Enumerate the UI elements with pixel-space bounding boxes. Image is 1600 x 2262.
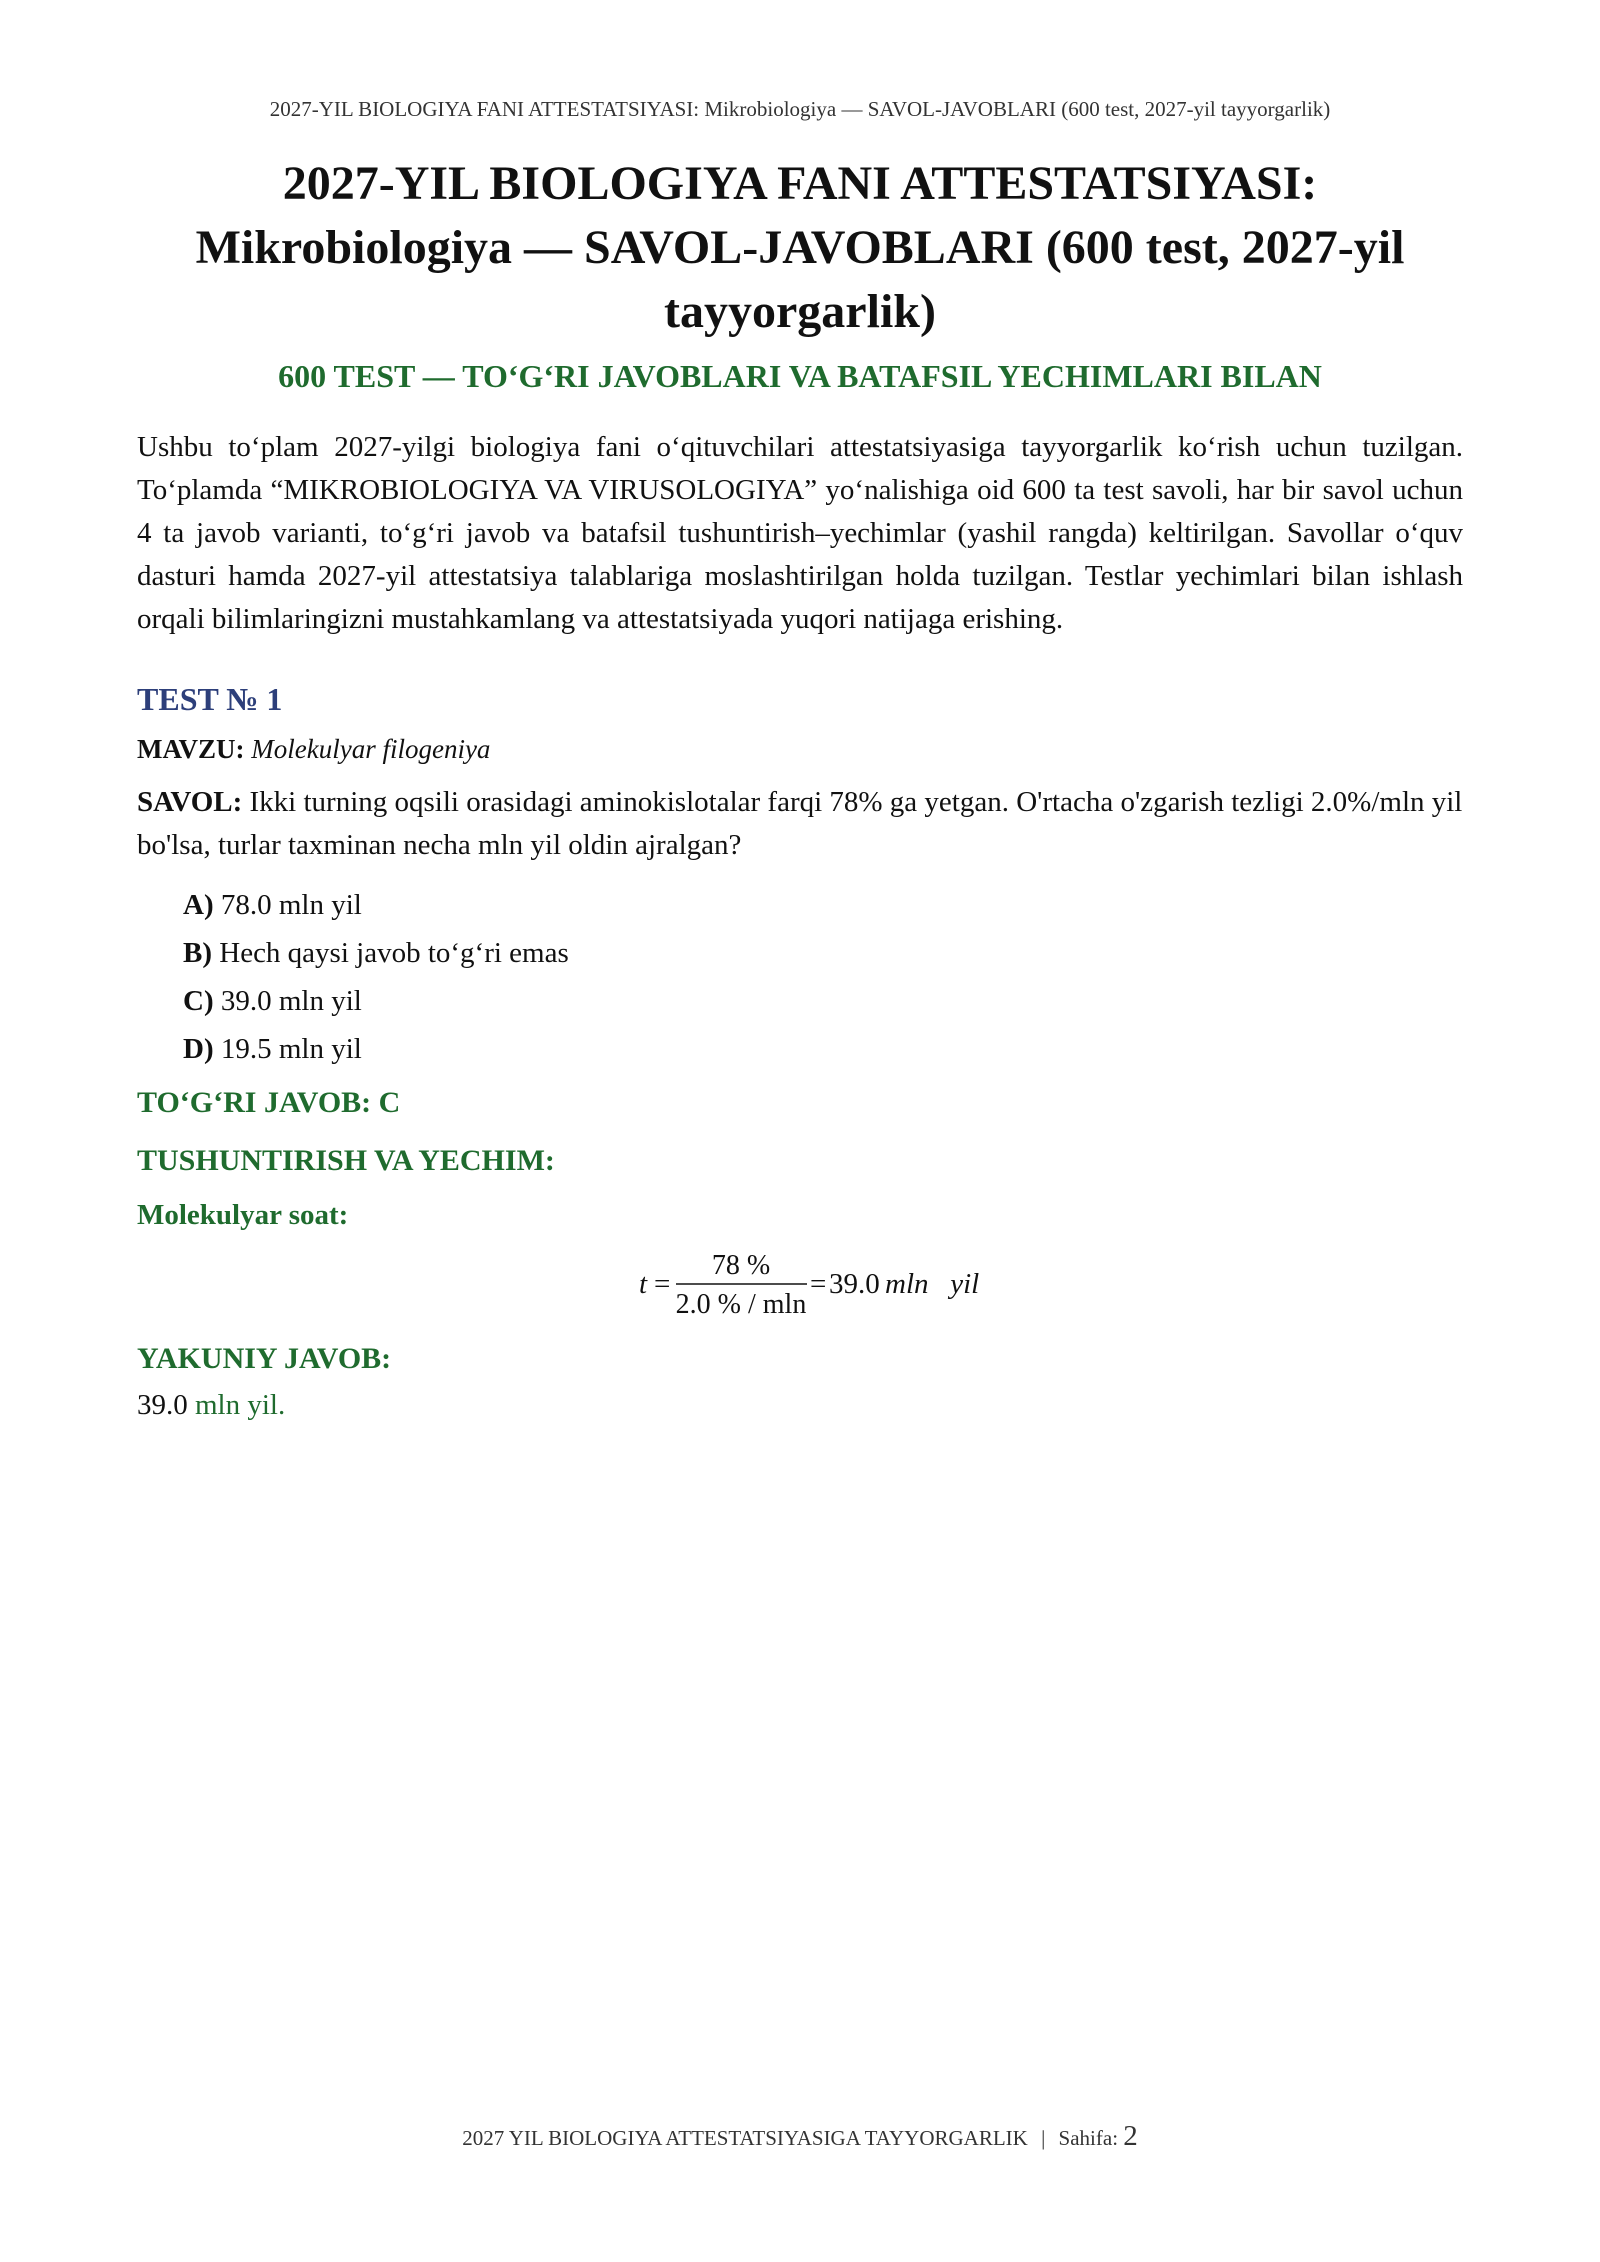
- option-letter: B): [183, 937, 212, 969]
- formula-result: 39.0: [829, 1268, 880, 1300]
- option-text: 19.5 mln yil: [220, 1033, 362, 1065]
- footer-page-label: Sahifa:: [1058, 2126, 1119, 2150]
- formula-equals-2: =: [810, 1268, 827, 1300]
- formula-numerator: 78 %: [711, 1250, 771, 1281]
- title-line-2: Mikrobiologiya — SAVOL-JAVOBLARI (600 test, 2027-yil: [195, 221, 1405, 274]
- explanation-heading: TUSHUNTIRISH VA YECHIM:: [137, 1144, 555, 1177]
- option-letter: C): [183, 985, 214, 1017]
- question-line: [137, 781, 1463, 867]
- option-b: [183, 929, 1463, 977]
- page-content: [137, 152, 1463, 1425]
- document-title: [137, 152, 1463, 344]
- topic-label: MAVZU:: [137, 734, 245, 764]
- topic-value: Molekulyar filogeniya: [251, 734, 491, 764]
- title-line-3: tayyorgarlik): [664, 285, 936, 338]
- option-d: [183, 1025, 1463, 1073]
- formula-lhs: t: [639, 1268, 648, 1300]
- option-a: [183, 881, 1463, 929]
- test-heading: TEST № 1: [137, 681, 283, 717]
- title-line-1: 2027-YIL BIOLOGIYA FANI ATTESTATSIYASI:: [282, 157, 1318, 210]
- final-answer-heading: YAKUNIY JAVOB:: [137, 1342, 392, 1375]
- formula-denominator: 2.0 % / mln: [675, 1289, 807, 1320]
- answer-options: [183, 881, 1463, 1073]
- question-text: Ikki turning oqsili orasidagi aminokislotalar farqi 78% ga yetgan. O'rtacha o'zgarish tezligi 2.0%/mln yil bo'lsa, turlar taxminan necha mln yil oldin ajralgan?: [137, 786, 1463, 861]
- running-header: 2027-YIL BIOLOGIYA FANI ATTESTATSIYASI: Mikrobiologiya — SAVOL-JAVOBLARI (600 test, 2027-yil tayyorgarlik): [269, 97, 1331, 121]
- option-text: 78.0 mln yil: [220, 889, 362, 921]
- option-c: [183, 977, 1463, 1025]
- option-text: Hech qaysi javob to‘g‘ri emas: [219, 937, 569, 969]
- molecular-clock-formula: [599, 1241, 1019, 1321]
- correct-answer: TO‘G‘RI JAVOB: C: [137, 1086, 401, 1119]
- formula-block: [137, 1241, 1463, 1321]
- option-letter: A): [183, 889, 214, 921]
- final-answer: [137, 1385, 1463, 1425]
- footer-separator: |: [1041, 2126, 1046, 2150]
- formula-equals-1: =: [654, 1268, 671, 1300]
- question-label: SAVOL:: [137, 786, 243, 818]
- option-letter: D): [183, 1033, 214, 1065]
- page-footer: [0, 2120, 1600, 2153]
- intro-paragraph: Ushbu to‘plam 2027-yilgi biologiya fani o‘qituvchilari attestatsiyasiga tayyorgarlik ko‘rish uchun tuzilgan. To‘plamda “MIKROBIOLOGIYA VA VIRUSOLOGIYA” yo‘nalishiga oid 600 ta test savoli, har bir savol uchun 4 ta javob varianti, to‘g‘ri javob va batafsil tushuntirish–yechimlar (yashil rangda) keltirilgan. Savollar o‘quv dasturi hamda 2027-yil attestatsiya talablariga moslashtirilgan holda tuzilgan. Testlar yechimlari bilan ishlash orqali bilimlaringizni mustahkamlang va attestatsiyada yuqori natijaga erishing.: [137, 431, 1463, 635]
- final-answer-number: 39.0: [137, 1389, 188, 1421]
- footer-text: 2027 YIL BIOLOGIYA ATTESTATSIYASIGA TAYYORGARLIK: [462, 2126, 1028, 2150]
- formula-unit: mln yil: [885, 1268, 980, 1300]
- document-subtitle: 600 TEST — TO‘G‘RI JAVOBLARI VA BATAFSIL YECHIMLARI BILAN: [278, 358, 1322, 394]
- option-text: 39.0 mln yil: [220, 985, 362, 1017]
- topic-line: [137, 731, 1463, 767]
- explanation-subheading: Molekulyar soat:: [137, 1199, 349, 1231]
- final-answer-unit: mln yil.: [195, 1389, 286, 1421]
- page-number: 2: [1123, 2120, 1138, 2152]
